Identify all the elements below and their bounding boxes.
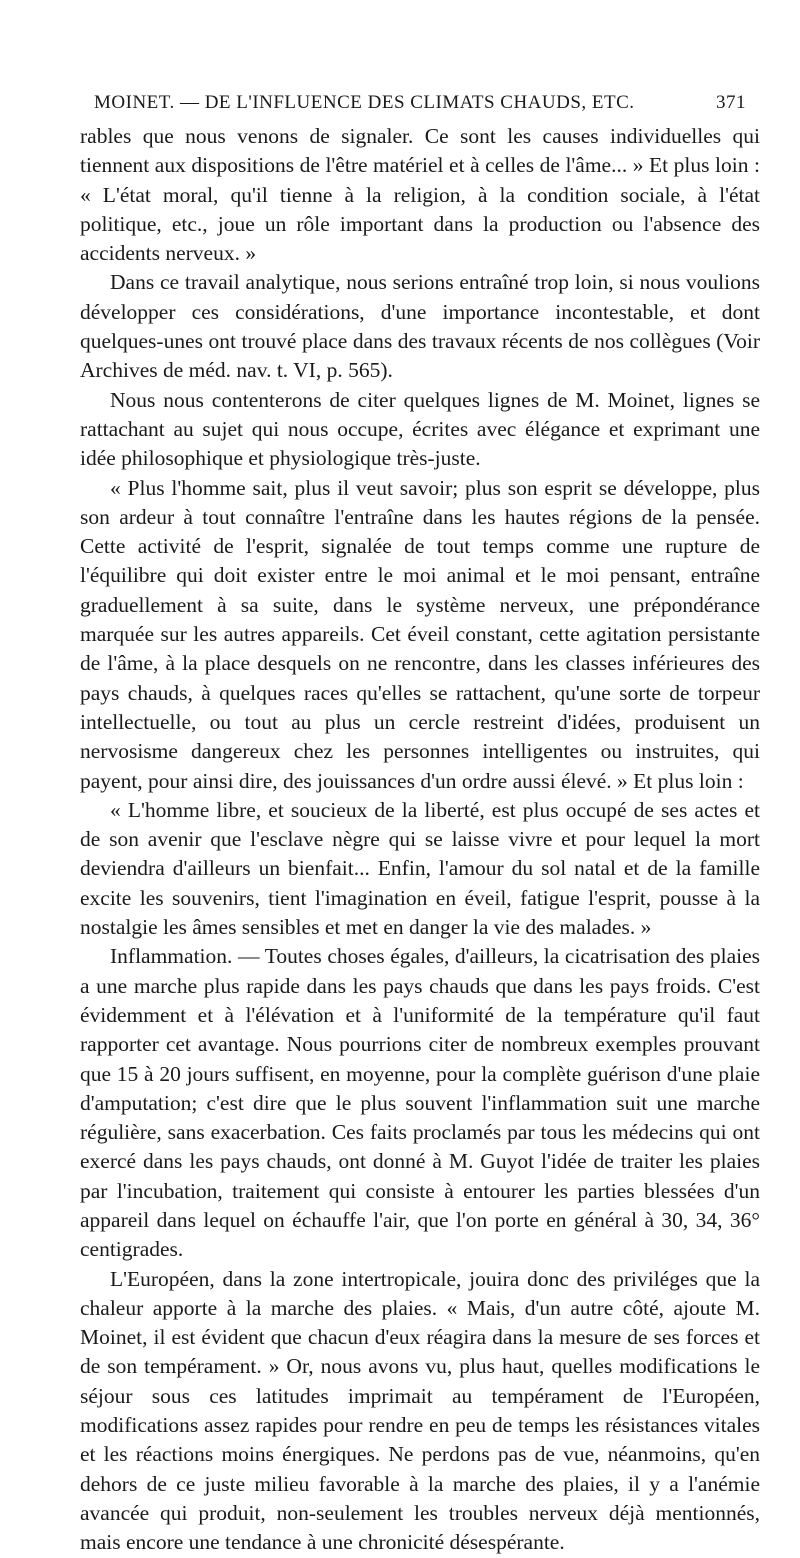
running-title: MOINET. — DE L'INFLUENCE DES CLIMATS CHAUDS, ETC. <box>94 92 635 113</box>
paragraph-3: Nous nous contenterons de citer quelques lignes de M. Moinet, lignes se rattachant au sujet qui nous occupe, écrites avec élégance et exprimant une idée philosophique et physiologique très-juste. <box>80 387 760 471</box>
running-header <box>80 92 760 114</box>
body-text <box>80 122 760 1558</box>
paragraph-4: « Plus l'homme sait, plus il veut savoir; plus son esprit se développe, plus son ardeur à tout connaître l'entraîne dans les hautes régions de la pensée. Cette activité de l'esprit, signalée de tout temps comme une rupture de l'équilibre qui doit exister entre le moi animal et le moi pensant, entraîne graduellement à sa suite, dans le système nerveux, une prépondérance marquée sur les autres appareils. Cet éveil constant, cette agitation persistante de l'âme, à la place desquels on ne rencontre, dans les classes inférieures des pays chauds, à quelques races qu'elles se rattachent, qu'une sorte de torpeur intellectuelle, ou tout au plus un cercle restreint d'idées, produisent un nervosisme dangereux chez les personnes intelligentes ou instruites, qui payent, pour ainsi dire, des jouissances d'un ordre aussi élevé. » Et plus loin : <box>80 475 760 793</box>
paragraph-7: L'Européen, dans la zone intertropicale, jouira donc des priviléges que la chaleur apporte à la marche des plaies. « Mais, d'un autre côté, ajoute M. Moinet, il est évident que chacun d'eux réagira dans la mesure de ses forces et de son tempérament. » Or, nous avons vu, plus haut, quelles modifications le séjour sous ces latitudes imprimait au tempérament de l'Européen, modifications assez rapides pour rendre en peu de temps les résistances vitales et les réactions moins énergiques. Ne perdons pas de vue, néanmoins, qu'en dehors de ce juste milieu favorable à la marche des plaies, il y a l'anémie avancée qui produit, non-seulement les troubles nerveux déjà mentionnés, mais encore une tendance à une chronicité désespérante. <box>80 1266 760 1555</box>
paragraph-2: Dans ce travail analytique, nous serions entraîné trop loin, si nous voulions développer ces considérations, d'une importance incontestable, et dont quelques-unes ont trouvé place dans des travaux récents de nos collègues (Voir Archives de méd. nav. t. VI, p. 565). <box>80 270 760 383</box>
page-number: 371 <box>716 92 746 113</box>
paragraph-6: Inflammation. — Toutes choses égales, d'ailleurs, la cicatrisation des plaies a une marche plus rapide dans les pays chauds que dans les pays froids. C'est évidemment et à l'élévation et à l'uniformité de la température qu'il faut rapporter cet avantage. Nous pourrions citer de nombreux exemples prouvant que 15 à 20 jours suffisent, en moyenne, pour la complète guérison d'une plaie d'amputation; c'est dire que le plus souvent l'inflammation suit une marche régulière, sans exacerbation. Ces faits proclamés par tous les médecins qui ont exercé dans les pays chauds, ont donné à M. Guyot l'idée de traiter les plaies par l'incubation, traitement qui consiste à entourer les parties blessées d'un appareil dans lequel on échauffe l'air, que l'on porte en général à 30, 34, 36° centigrades. <box>80 944 760 1262</box>
paragraph-5: « L'homme libre, et soucieux de la liberté, est plus occupé de ses actes et de son avenir que l'esclave nègre qui se laisse vivre et pour lequel la mort deviendra d'ailleurs un bienfait... Enfin, l'amour du sol natal et de la famille excite les souvenirs, tient l'imagination en éveil, fatigue l'esprit, pousse à la nostalgie les âmes sensibles et met en danger la vie des malades. » <box>80 797 760 940</box>
paragraph-1: rables que nous venons de signaler. Ce sont les causes individuelles qui tiennent aux dispositions de l'être matériel et à celles de l'âme... » Et plus loin : « L'état moral, qu'il tienne à la religion, à la condition sociale, à l'état politique, etc., joue un rôle important dans la production ou l'absence des accidents nerveux. » <box>80 124 760 266</box>
